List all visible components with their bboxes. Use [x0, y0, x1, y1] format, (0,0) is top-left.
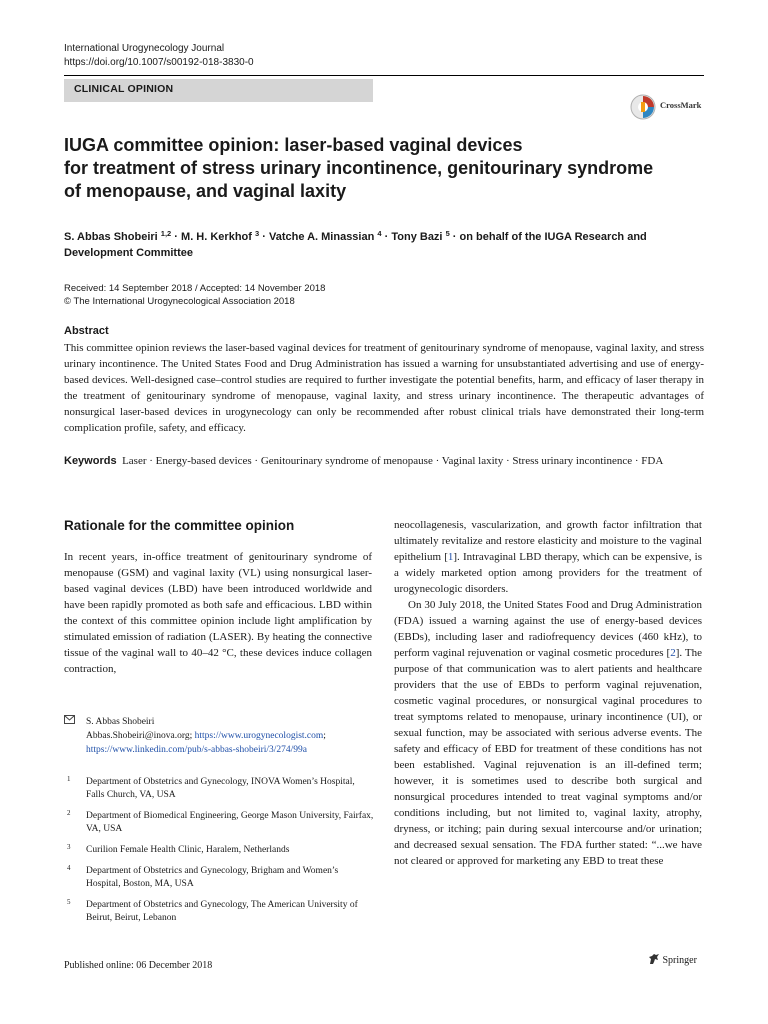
paragraph-text: ]. The purpose of that communication was to alert patients and healthcare providers that the use of EBDs to perform vaginal rejuvenation, cosmetic vaginal procedures, or nonsurgical vaginal procedures to treat symptoms related to menopause, urinary incontinence (UI), or sexual function, may be associated with serious adverse events. The safety and efficacy of EBD for treatment of these conditions has not been established. Vaginal rejuvenation is an ill-defined term; however, it is sometimes used to describe both surgical and nonsurgical procedures intended to treat vaginal symptoms and/or conditions including, but not limited to, vaginal laxity, atrophy, dryness, or itching; pain during sexual intercourse and/or urination; and decreased sexual sensation. The FDA further stated: “...we have not cleared or approved for marketing any EBD to treat these [394, 647, 702, 867]
author-list: S. Abbas Shobeiri $^{1,2}$ · M. H. Kerkhof $^3$ · Vatche A. Minassian $^4$ · Tony Bazi $^5$ · on behalf of the IUGA Research and Development Committee [64, 229, 647, 259]
article-dates [64, 282, 325, 308]
author-affiliation-ref: 5 [445, 229, 450, 238]
affiliation-item [64, 865, 374, 891]
crossmark-label: CrossMark [660, 100, 702, 110]
copyright-icon: © [64, 296, 71, 307]
section-heading: Rationale for the committee opinion [64, 518, 295, 533]
correspondence-name: S. Abbas Shobeiri [86, 717, 155, 727]
title-line: of menopause, and vaginal laxity [64, 181, 347, 201]
author-name[interactable]: Tony Bazi [391, 231, 443, 243]
paragraph-text: ]. Intravaginal LBD therapy, which can be expensive, is a widely marketed option among providers for the treatment of urogynecologic disorders. [394, 551, 702, 595]
publisher-logo [648, 953, 697, 966]
paragraph [394, 597, 702, 869]
crossmark-icon [630, 93, 656, 121]
affiliation-item [64, 810, 374, 836]
doi-link[interactable]: https://doi.org/10.1007/s00192-018-3830-0 [64, 57, 254, 68]
affiliation-item [64, 899, 374, 925]
affiliation-number: 3 [67, 843, 71, 851]
citation-link[interactable]: 1 [447, 551, 454, 563]
affiliation-text: Department of Obstetrics and Gynecology, INOVA Women’s Hospital, Falls Church, VA, USA [86, 777, 355, 800]
email-link[interactable]: Abbas.Shobeiri@inova.org [86, 731, 190, 741]
affiliation-number: 5 [67, 898, 71, 906]
author-name[interactable]: M. H. Kerkhof [181, 231, 252, 243]
header-rule [64, 75, 704, 76]
affiliation-text: Curilion Female Health Clinic, Haralem, Netherlands [86, 845, 290, 855]
abstract-heading: Abstract [64, 325, 109, 337]
citation-link[interactable]: 2 [670, 647, 676, 659]
author-affiliation-ref: 4 [377, 229, 382, 238]
author-affiliation-ref: 3 [255, 229, 260, 238]
affiliation-item [64, 776, 374, 802]
keywords [64, 453, 704, 469]
affiliation-number: 2 [67, 809, 71, 817]
keywords-list: Laser · Energy-based devices · Genitourinary syndrome of menopause · Vaginal laxity · Stress urinary incontinence · FDA [122, 455, 664, 467]
author-name[interactable]: S. Abbas Shobeiri [64, 231, 158, 243]
received-accepted: Received: 14 September 2018 / Accepted: 14 November 2018 [64, 283, 326, 294]
body-column-right [394, 517, 702, 869]
affiliation-item [64, 844, 374, 857]
journal-name: International Urogynecology Journal [64, 43, 225, 54]
website-link[interactable]: https://www.urogynecologist.com [194, 731, 324, 741]
author-group: on behalf of the IUGA Research and Development Committee [64, 231, 647, 259]
article-type-banner [64, 79, 373, 102]
title-line: for treatment of stress urinary incontinence, genitourinary syndrome [64, 158, 654, 178]
author-name[interactable]: Vatche A. Minassian [268, 231, 375, 243]
affiliations [64, 776, 374, 933]
publisher-name: Springer [662, 955, 697, 966]
crossmark-badge[interactable] [630, 93, 700, 121]
abstract-text: This committee opinion reviews the laser-based vaginal devices for treatment of genitourinary syndrome of menopause, vaginal laxity, and stress urinary incontinence. The United States Food and Drug Administration has issued a warning for unsubstantiated advertising and use of energy-based devices. Well-designed case–control studies are required to further investigate the potential benefits, harm, and efficacy of laser therapy in the treatment of genitourinary syndrome of menopause, vaginal laxity, and stress urinary incontinence. The therapeutic advantages of nonsurgical laser-based devices in urogynecology can only be recommended after robust clinical trials have demonstrated their long-term complication profile, safety, and efficacy. [64, 342, 704, 434]
affiliation-number: 1 [67, 775, 71, 783]
author-affiliation-ref: 1,2 [160, 229, 172, 238]
article-type-label: CLINICAL OPINION [74, 83, 174, 95]
keywords-label: Keywords [64, 455, 117, 467]
affiliation-text: Department of Obstetrics and Gynecology, Brigham and Women’s Hospital, Boston, MA, USA [86, 866, 339, 889]
paragraph [394, 517, 702, 597]
copyright-holder: The International Urogynecological Association 2018 [73, 296, 295, 307]
paragraph-text: neocollagenesis, vascularization, and growth factor infiltration that ultimately revitalize and restore elasticity and moisture to the vaginal epithelium [ [394, 519, 702, 563]
affiliation-text: Department of Biomedical Engineering, George Mason University, Fairfax, VA, USA [86, 811, 374, 834]
journal-header [64, 42, 254, 70]
title-line: IUGA committee opinion: laser-based vaginal devices [64, 135, 523, 155]
published-date: Published online: 06 December 2018 [64, 960, 213, 971]
paragraph-text: On 30 July 2018, the United States Food and Drug Administration (FDA) issued a warning against the use of energy-based devices (EBDs), including laser and radiofrequency devices (460 kHz), to perform vaginal rejuvenation or vaginal cosmetic procedures [ [394, 599, 702, 659]
correspondence-contact: Abbas.Shobeiri@inova.org; https://www.urogynecologist.com; https://www.linkedin.com/pub/s-abbas-shobeiri/3/274/99a [86, 731, 326, 755]
linkedin-link[interactable]: https://www.linkedin.com/pub/s-abbas-shobeiri/3/274/99a [86, 745, 308, 755]
body-column-left: In recent years, in-office treatment of genitourinary syndrome of menopause (GSM) and vaginal laxity (VL) using nonsurgical laser-based vaginal devices (LBD) have been introduced worldwide and have been rapidly promoted as both safe and efficacious. LBD within the context of this committee opinion include light amplification by stimulated emission of radiation (LASER). By heating the connective tissue of the vaginal wall to 40–42 °C, these devices induce collagen contraction, [64, 551, 372, 675]
copyright-line [64, 295, 325, 308]
affiliation-number: 4 [67, 864, 71, 872]
affiliation-text: Department of Obstetrics and Gynecology, The American University of Beirut, Beirut, Lebanon [86, 900, 358, 923]
springer-horse-icon [648, 953, 660, 965]
envelope-icon [64, 715, 75, 729]
article-title [64, 134, 724, 203]
